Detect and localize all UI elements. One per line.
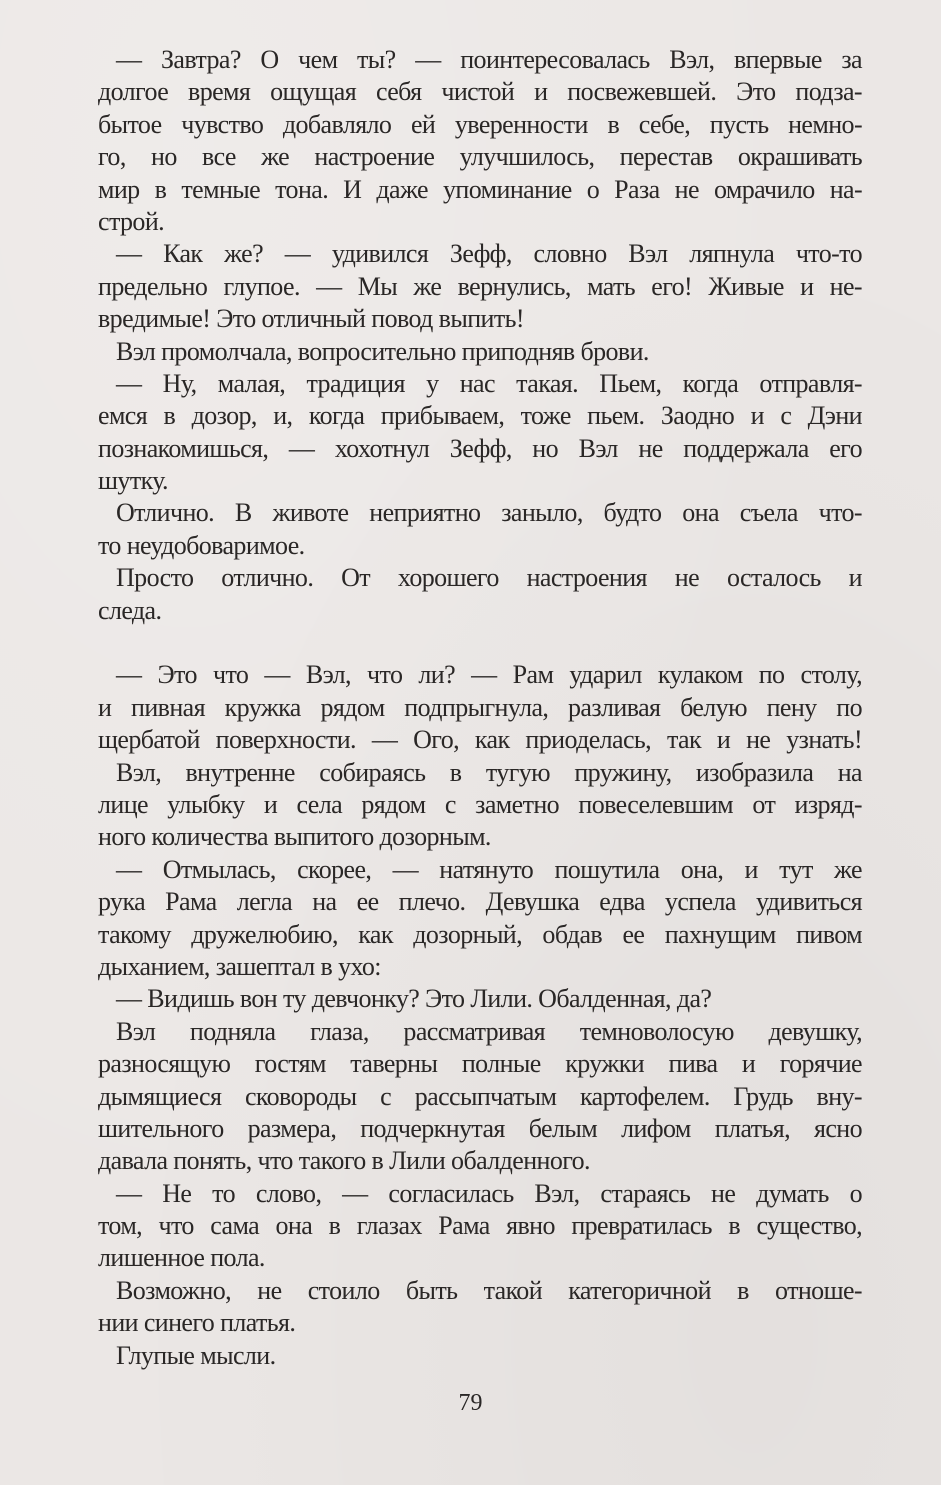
text-line: вредимые! Это отличный повод выпить! [98, 304, 524, 334]
text-line: Отлично. В животе неприятно заныло, будто она съела что- [116, 498, 862, 528]
text-line: и пивная кружка рядом подпрыгнула, разливая белую пену по [98, 692, 862, 722]
text-line: — Отмылась, скорее, — натянуто пошутила она, и тут же [116, 854, 862, 884]
text-line: Вэл промолчала, вопросительно приподняв брови. [116, 336, 649, 366]
text-line: — Ну, малая, традиция у нас такая. Пьем, когда отправля- [116, 368, 862, 398]
text-line: дымящиеся сковороды с рассыпчатым картофелем. Грудь вну- [98, 1081, 862, 1111]
text-line: нии синего платья. [98, 1308, 296, 1338]
text-line: разносящую гостям таверны полные кружки пива и горячие [98, 1049, 862, 1079]
text-line: то неудобоваримое. [98, 530, 305, 560]
text-line: ного количества выпитого дозорным. [98, 822, 491, 852]
text-line: следа. [98, 595, 162, 625]
text-line: строй. [98, 206, 165, 236]
text-line: — Завтра? О чем ты? — поинтересовалась Вэл, впервые за [116, 45, 862, 74]
text-line: Вэл, внутренне собираясь в тугую пружину, изобразила на [116, 757, 862, 787]
text-line: — Это что — Вэл, что ли? — Рам ударил кулаком по столу, [116, 660, 862, 690]
text-line: — Как же? — удивился Зефф, словно Вэл ляпнула что-то [116, 239, 862, 269]
text-line: шительного размера, подчеркнутая белым лифом платья, ясно [98, 1113, 862, 1143]
text-line: — Не то слово, — согласилась Вэл, стараясь не думать о [116, 1178, 862, 1208]
text-line: щербатой поверхности. — Ого, как приоделась, так и не узнать! [98, 725, 862, 755]
text-line: Вэл подняла глаза, рассматривая темноволосую девушку, [116, 1016, 862, 1046]
text-line: давала понять, что такого в Лили обалденного. [98, 1146, 590, 1176]
text-line: емся в дозор, и, когда прибываем, тоже пьем. Заодно и с Дэни [98, 401, 862, 431]
text-line: такому дружелюбию, как дозорный, обдав ее пахнущим пивом [98, 919, 862, 949]
text-line: лице улыбку и села рядом с заметно повеселевшим от изряд- [98, 789, 862, 819]
text-line: рука Рама легла на ее плечо. Девушка едва успела удивиться [98, 887, 862, 917]
text-line: том, что сама она в глазах Рама явно превратилась в существо, [98, 1211, 862, 1241]
text-line: мир в темные тона. И даже упоминание о Раза не омрачило на- [98, 174, 862, 204]
text-line: го, но все же настроение улучшилось, перестав окрашивать [98, 142, 862, 172]
text-line: предельно глупое. — Мы же вернулись, мать его! Живые и не- [98, 271, 862, 301]
text-line: шутку. [98, 466, 168, 496]
body-text [98, 44, 862, 1372]
text-line: Просто отлично. От хорошего настроения не осталось и [116, 563, 862, 593]
section-break [98, 627, 862, 659]
text-line: дыханием, зашептал в ухо: [98, 951, 381, 981]
text-line: Глупые мысли. [116, 1340, 276, 1370]
text-line: Возможно, не стоило быть такой категоричной в отноше- [116, 1275, 862, 1305]
text-line: познакомишься, — хохотнул Зефф, но Вэл не поддержала его [98, 433, 862, 463]
text-line: лишенное пола. [98, 1243, 265, 1273]
text-line: долгое время ощущая себя чистой и посвежевшей. Это подза- [98, 77, 862, 107]
text-line: бытое чувство добавляло ей уверенности в себе, пусть немно- [98, 109, 862, 139]
page-number: 79 [458, 1390, 483, 1416]
text-line: — Видишь вон ту девчонку? Это Лили. Обалденная, да? [116, 984, 712, 1014]
